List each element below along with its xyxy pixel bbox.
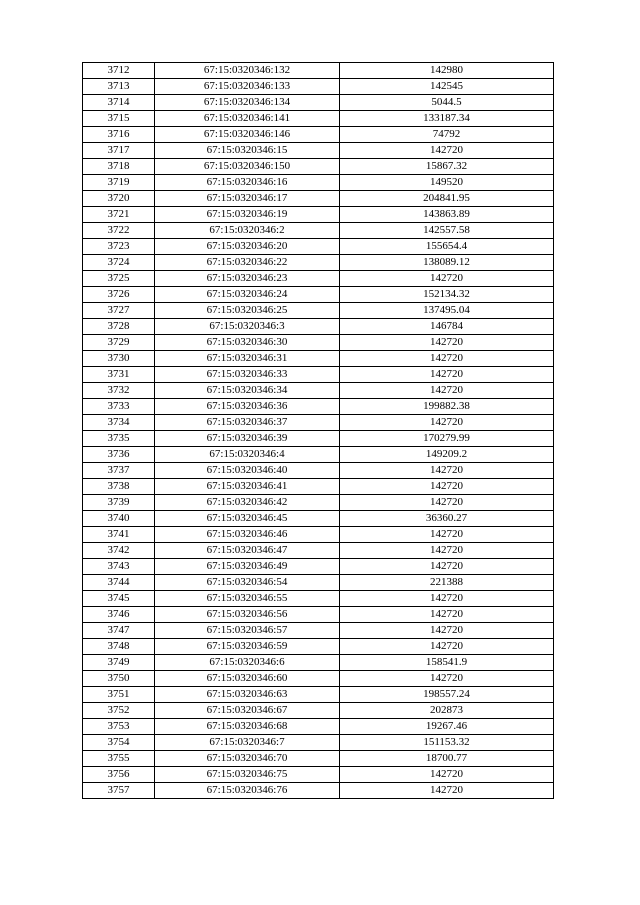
cadastral-number-cell: 67:15:0320346:42 xyxy=(155,495,340,511)
value-cell: 202873 xyxy=(340,703,554,719)
cadastral-number-cell: 67:15:0320346:17 xyxy=(155,191,340,207)
value-cell: 142720 xyxy=(340,271,554,287)
row-number-cell: 3752 xyxy=(83,703,155,719)
row-number-cell: 3745 xyxy=(83,591,155,607)
cadastral-number-cell: 67:15:0320346:16 xyxy=(155,175,340,191)
row-number-cell: 3738 xyxy=(83,479,155,495)
row-number-cell: 3726 xyxy=(83,287,155,303)
table-row xyxy=(83,95,554,111)
row-number-cell: 3720 xyxy=(83,191,155,207)
table-row xyxy=(83,591,554,607)
cadastral-number-cell: 67:15:0320346:36 xyxy=(155,399,340,415)
cadastral-number-cell: 67:15:0320346:46 xyxy=(155,527,340,543)
table-row xyxy=(83,399,554,415)
cadastral-number-cell: 67:15:0320346:70 xyxy=(155,751,340,767)
row-number-cell: 3734 xyxy=(83,415,155,431)
row-number-cell: 3750 xyxy=(83,671,155,687)
value-cell: 142720 xyxy=(340,335,554,351)
cadastral-number-cell: 67:15:0320346:25 xyxy=(155,303,340,319)
table-row xyxy=(83,655,554,671)
table-row xyxy=(83,719,554,735)
value-cell: 142720 xyxy=(340,623,554,639)
cadastral-number-cell: 67:15:0320346:75 xyxy=(155,767,340,783)
table-row xyxy=(83,479,554,495)
cadastral-number-cell: 67:15:0320346:45 xyxy=(155,511,340,527)
value-cell: 142720 xyxy=(340,351,554,367)
value-cell: 142720 xyxy=(340,543,554,559)
table-row xyxy=(83,367,554,383)
row-number-cell: 3753 xyxy=(83,719,155,735)
cadastral-number-cell: 67:15:0320346:63 xyxy=(155,687,340,703)
cadastral-value-table xyxy=(82,62,554,799)
cadastral-number-cell: 67:15:0320346:41 xyxy=(155,479,340,495)
value-cell: 5044.5 xyxy=(340,95,554,111)
row-number-cell: 3728 xyxy=(83,319,155,335)
row-number-cell: 3724 xyxy=(83,255,155,271)
row-number-cell: 3715 xyxy=(83,111,155,127)
cadastral-number-cell: 67:15:0320346:55 xyxy=(155,591,340,607)
value-cell: 133187.34 xyxy=(340,111,554,127)
cadastral-number-cell: 67:15:0320346:133 xyxy=(155,79,340,95)
table-row xyxy=(83,447,554,463)
row-number-cell: 3730 xyxy=(83,351,155,367)
row-number-cell: 3756 xyxy=(83,767,155,783)
row-number-cell: 3736 xyxy=(83,447,155,463)
value-cell: 158541.9 xyxy=(340,655,554,671)
table-row xyxy=(83,351,554,367)
cadastral-number-cell: 67:15:0320346:56 xyxy=(155,607,340,623)
table-row xyxy=(83,143,554,159)
value-cell: 142720 xyxy=(340,639,554,655)
row-number-cell: 3718 xyxy=(83,159,155,175)
table-row xyxy=(83,319,554,335)
row-number-cell: 3717 xyxy=(83,143,155,159)
row-number-cell: 3739 xyxy=(83,495,155,511)
value-cell: 142557.58 xyxy=(340,223,554,239)
value-cell: 199882.38 xyxy=(340,399,554,415)
value-cell: 142720 xyxy=(340,383,554,399)
cadastral-number-cell: 67:15:0320346:23 xyxy=(155,271,340,287)
value-cell: 142720 xyxy=(340,495,554,511)
table-row xyxy=(83,735,554,751)
value-cell: 142980 xyxy=(340,63,554,79)
row-number-cell: 3748 xyxy=(83,639,155,655)
value-cell: 142720 xyxy=(340,591,554,607)
cadastral-number-cell: 67:15:0320346:7 xyxy=(155,735,340,751)
value-cell: 36360.27 xyxy=(340,511,554,527)
table-row xyxy=(83,511,554,527)
value-cell: 221388 xyxy=(340,575,554,591)
table-row xyxy=(83,703,554,719)
table-row xyxy=(83,255,554,271)
cadastral-number-cell: 67:15:0320346:22 xyxy=(155,255,340,271)
table-row xyxy=(83,623,554,639)
cadastral-number-cell: 67:15:0320346:39 xyxy=(155,431,340,447)
table-row xyxy=(83,383,554,399)
cadastral-number-cell: 67:15:0320346:68 xyxy=(155,719,340,735)
value-cell: 142720 xyxy=(340,607,554,623)
cadastral-number-cell: 67:15:0320346:57 xyxy=(155,623,340,639)
row-number-cell: 3716 xyxy=(83,127,155,143)
cadastral-number-cell: 67:15:0320346:37 xyxy=(155,415,340,431)
value-cell: 142720 xyxy=(340,527,554,543)
row-number-cell: 3727 xyxy=(83,303,155,319)
row-number-cell: 3729 xyxy=(83,335,155,351)
row-number-cell: 3733 xyxy=(83,399,155,415)
row-number-cell: 3722 xyxy=(83,223,155,239)
cadastral-number-cell: 67:15:0320346:24 xyxy=(155,287,340,303)
row-number-cell: 3721 xyxy=(83,207,155,223)
value-cell: 142720 xyxy=(340,415,554,431)
value-cell: 138089.12 xyxy=(340,255,554,271)
table-row xyxy=(83,415,554,431)
row-number-cell: 3740 xyxy=(83,511,155,527)
row-number-cell: 3714 xyxy=(83,95,155,111)
cadastral-number-cell: 67:15:0320346:150 xyxy=(155,159,340,175)
value-cell: 204841.95 xyxy=(340,191,554,207)
cadastral-number-cell: 67:15:0320346:49 xyxy=(155,559,340,575)
table-row xyxy=(83,687,554,703)
row-number-cell: 3747 xyxy=(83,623,155,639)
value-cell: 142545 xyxy=(340,79,554,95)
table-row xyxy=(83,431,554,447)
row-number-cell: 3735 xyxy=(83,431,155,447)
value-cell: 137495.04 xyxy=(340,303,554,319)
row-number-cell: 3737 xyxy=(83,463,155,479)
cadastral-number-cell: 67:15:0320346:31 xyxy=(155,351,340,367)
value-cell: 149520 xyxy=(340,175,554,191)
row-number-cell: 3757 xyxy=(83,783,155,799)
table-row xyxy=(83,559,554,575)
value-cell: 142720 xyxy=(340,559,554,575)
cadastral-number-cell: 67:15:0320346:76 xyxy=(155,783,340,799)
value-cell: 142720 xyxy=(340,463,554,479)
row-number-cell: 3713 xyxy=(83,79,155,95)
cadastral-number-cell: 67:15:0320346:141 xyxy=(155,111,340,127)
cadastral-number-cell: 67:15:0320346:132 xyxy=(155,63,340,79)
cadastral-number-cell: 67:15:0320346:33 xyxy=(155,367,340,383)
row-number-cell: 3743 xyxy=(83,559,155,575)
table-row xyxy=(83,79,554,95)
table-row xyxy=(83,239,554,255)
table-row xyxy=(83,335,554,351)
cadastral-number-cell: 67:15:0320346:4 xyxy=(155,447,340,463)
cadastral-number-cell: 67:15:0320346:59 xyxy=(155,639,340,655)
table-row xyxy=(83,463,554,479)
row-number-cell: 3751 xyxy=(83,687,155,703)
table-row xyxy=(83,495,554,511)
value-cell: 152134.32 xyxy=(340,287,554,303)
table-row xyxy=(83,751,554,767)
value-cell: 74792 xyxy=(340,127,554,143)
table-body xyxy=(83,63,554,799)
row-number-cell: 3744 xyxy=(83,575,155,591)
table-row xyxy=(83,671,554,687)
table-row xyxy=(83,159,554,175)
row-number-cell: 3755 xyxy=(83,751,155,767)
row-number-cell: 3723 xyxy=(83,239,155,255)
table-row xyxy=(83,175,554,191)
row-number-cell: 3754 xyxy=(83,735,155,751)
row-number-cell: 3725 xyxy=(83,271,155,287)
table-row xyxy=(83,639,554,655)
table-row xyxy=(83,303,554,319)
value-cell: 143863.89 xyxy=(340,207,554,223)
cadastral-number-cell: 67:15:0320346:134 xyxy=(155,95,340,111)
row-number-cell: 3746 xyxy=(83,607,155,623)
table-row xyxy=(83,207,554,223)
table-row xyxy=(83,111,554,127)
value-cell: 18700.77 xyxy=(340,751,554,767)
row-number-cell: 3749 xyxy=(83,655,155,671)
cadastral-number-cell: 67:15:0320346:54 xyxy=(155,575,340,591)
row-number-cell: 3731 xyxy=(83,367,155,383)
cadastral-number-cell: 67:15:0320346:19 xyxy=(155,207,340,223)
cadastral-number-cell: 67:15:0320346:47 xyxy=(155,543,340,559)
table-row xyxy=(83,767,554,783)
value-cell: 142720 xyxy=(340,479,554,495)
cadastral-number-cell: 67:15:0320346:3 xyxy=(155,319,340,335)
row-number-cell: 3732 xyxy=(83,383,155,399)
table-row xyxy=(83,543,554,559)
cadastral-number-cell: 67:15:0320346:60 xyxy=(155,671,340,687)
table-row xyxy=(83,527,554,543)
cadastral-number-cell: 67:15:0320346:30 xyxy=(155,335,340,351)
value-cell: 155654.4 xyxy=(340,239,554,255)
value-cell: 142720 xyxy=(340,767,554,783)
value-cell: 19267.46 xyxy=(340,719,554,735)
cadastral-number-cell: 67:15:0320346:2 xyxy=(155,223,340,239)
table-row xyxy=(83,783,554,799)
row-number-cell: 3712 xyxy=(83,63,155,79)
value-cell: 15867.32 xyxy=(340,159,554,175)
value-cell: 170279.99 xyxy=(340,431,554,447)
value-cell: 142720 xyxy=(340,671,554,687)
cadastral-number-cell: 67:15:0320346:67 xyxy=(155,703,340,719)
cadastral-number-cell: 67:15:0320346:6 xyxy=(155,655,340,671)
cadastral-number-cell: 67:15:0320346:34 xyxy=(155,383,340,399)
cadastral-number-cell: 67:15:0320346:40 xyxy=(155,463,340,479)
table-row xyxy=(83,127,554,143)
table-row xyxy=(83,287,554,303)
value-cell: 146784 xyxy=(340,319,554,335)
value-cell: 151153.32 xyxy=(340,735,554,751)
row-number-cell: 3741 xyxy=(83,527,155,543)
value-cell: 142720 xyxy=(340,367,554,383)
cadastral-number-cell: 67:15:0320346:20 xyxy=(155,239,340,255)
table-row xyxy=(83,191,554,207)
table-row xyxy=(83,63,554,79)
table-row xyxy=(83,271,554,287)
value-cell: 142720 xyxy=(340,783,554,799)
value-cell: 142720 xyxy=(340,143,554,159)
row-number-cell: 3719 xyxy=(83,175,155,191)
table-row xyxy=(83,223,554,239)
cadastral-number-cell: 67:15:0320346:15 xyxy=(155,143,340,159)
row-number-cell: 3742 xyxy=(83,543,155,559)
cadastral-number-cell: 67:15:0320346:146 xyxy=(155,127,340,143)
value-cell: 149209.2 xyxy=(340,447,554,463)
value-cell: 198557.24 xyxy=(340,687,554,703)
table-row xyxy=(83,575,554,591)
table-row xyxy=(83,607,554,623)
